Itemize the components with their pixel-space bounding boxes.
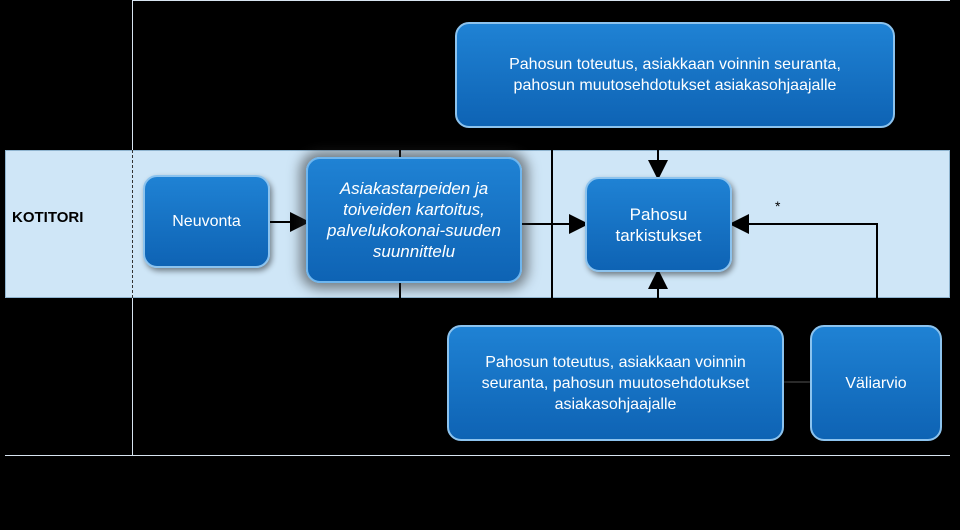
kartoitus-box[interactable] <box>306 157 522 283</box>
toteutus-bottom-box[interactable] <box>447 325 784 441</box>
pahosu-tarkistukset-label: Pahosu tarkistukset <box>615 204 702 245</box>
valiarvio-box[interactable] <box>810 325 942 441</box>
neuvonta-box[interactable] <box>143 175 270 268</box>
arrow-valiarvio-tarkistukset <box>733 224 877 326</box>
toteutus-bottom-label: Pahosun toteutus, asiakkaan voinnin seuranta, pahosun muutosehdotukset asiakasohjaajalle <box>481 353 750 413</box>
toteutus-top-box[interactable] <box>455 22 895 128</box>
neuvonta-label: Neuvonta <box>172 213 241 230</box>
toteutus-top-label: Pahosun toteutus, asiakkaan voinnin seuranta, pahosun muutosehdotukset asiakasohjaajalle <box>509 56 841 94</box>
lane-label: KOTITORI <box>12 209 84 226</box>
pahosu-tarkistukset-box[interactable] <box>585 177 732 272</box>
valiarvio-label: Väliarvio <box>845 374 907 392</box>
kartoitus-label: Asiakastarpeiden ja toiveiden kartoitus, palvelukokonai-suuden suunnittelu <box>327 179 501 261</box>
annotation-star: * <box>775 198 781 214</box>
